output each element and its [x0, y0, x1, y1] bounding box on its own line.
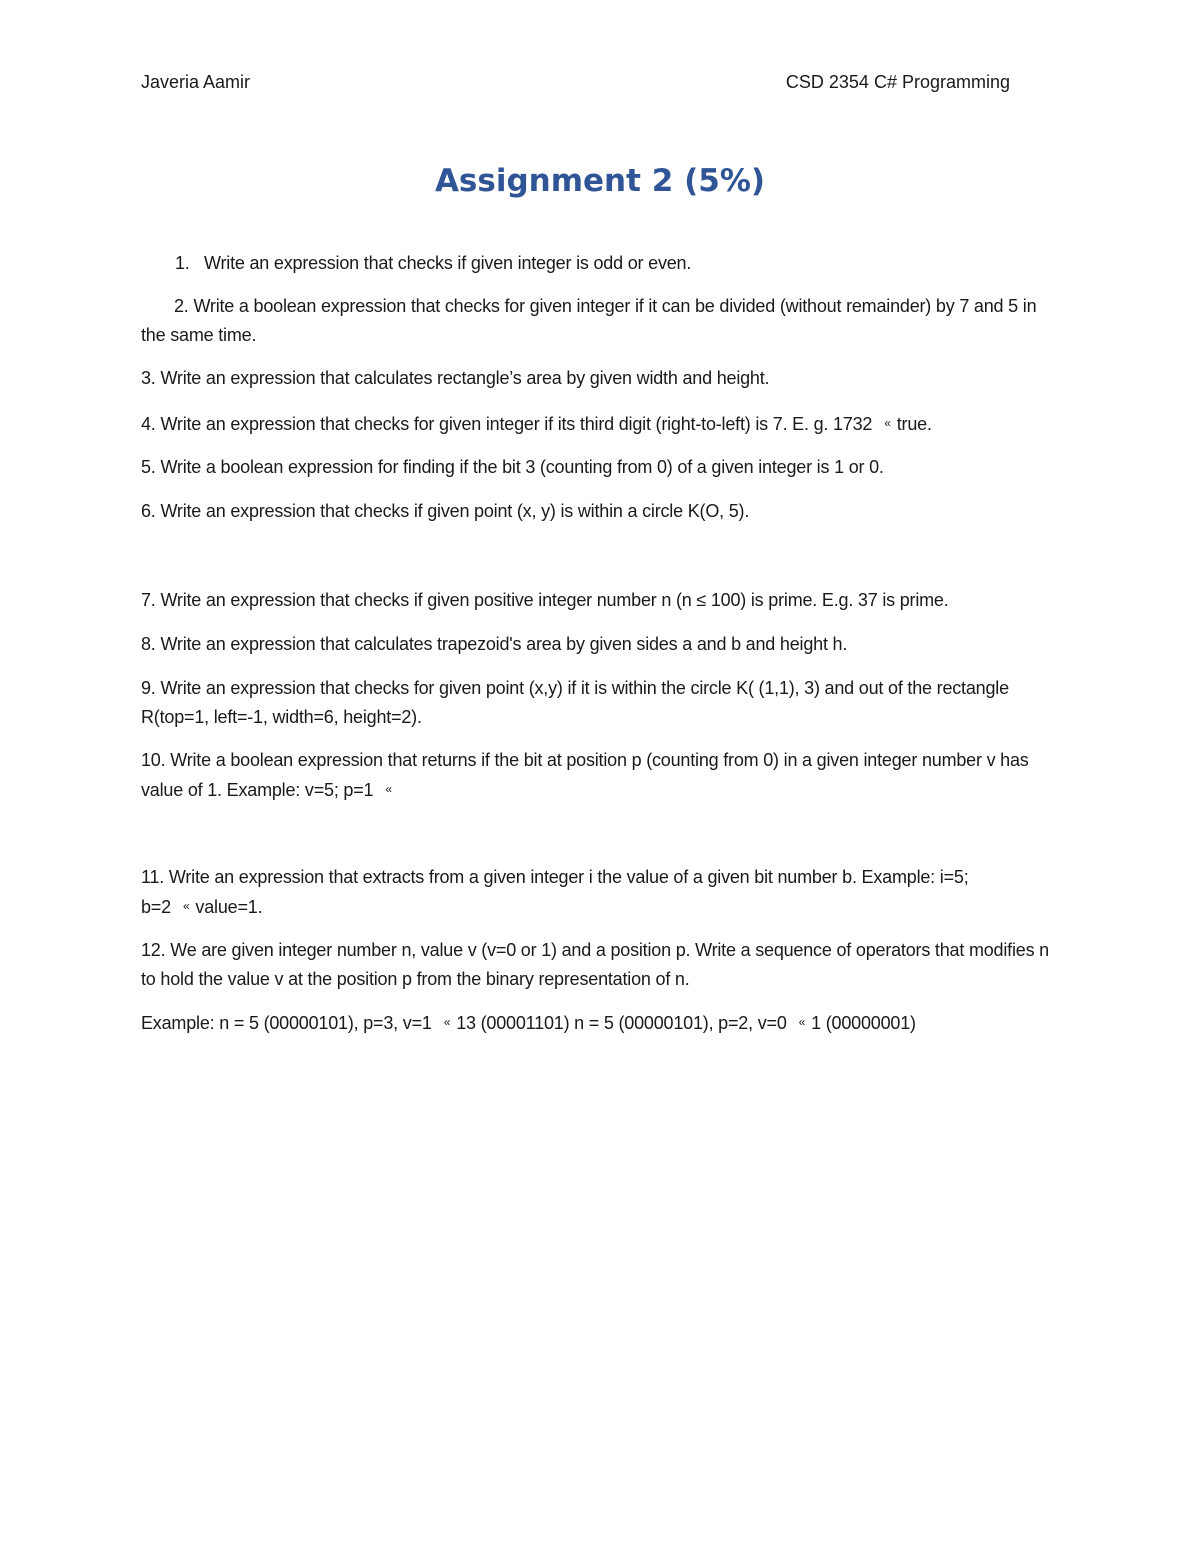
question-number: 2.	[174, 296, 189, 316]
question-12	[141, 936, 1051, 994]
page-header	[141, 72, 1010, 98]
question-number: 1.	[175, 253, 190, 273]
question-text: Write a boolean expression that checks for given integer if it can be divided (without remainder) by 7 and 5 in the same time.	[141, 296, 1037, 345]
arrow-icon: «	[182, 899, 190, 913]
question-2	[141, 292, 1051, 350]
question-text: Write an expression that calculates rectangle’s area by given width and height.	[160, 368, 770, 388]
question-number: 6.	[141, 501, 156, 521]
question-text: Write a boolean expression that returns if the bit at position p (counting from 0) in a given integer number v has value of 1. Example: v=5; p=1	[141, 750, 1029, 800]
question-number: 4.	[141, 414, 156, 434]
arrow-icon: «	[798, 1015, 806, 1029]
question-1	[141, 249, 1051, 278]
question-text: Write an expression that checks if given positive integer number n (n ≤ 100) is prime. E.g. 37 is prime.	[160, 590, 949, 610]
question-5	[141, 453, 1051, 482]
question-tail: value=1.	[195, 897, 263, 917]
assignment-title: Assignment 2 (5%)	[434, 163, 766, 199]
question-text: Write an expression that checks for given integer if its third digit (right-to-left) is 7. E. g. 1732	[160, 414, 873, 434]
question-number: 12.	[141, 940, 166, 960]
arrow-icon: «	[385, 782, 392, 796]
example-part-2: 13 (00001101) n = 5 (00000101), p=2, v=0	[456, 1013, 787, 1033]
course-name: CSD 2354 C# Programming	[785, 72, 1010, 92]
question-6	[141, 497, 1051, 526]
question-text: Write an expression that checks if given integer is odd or even.	[204, 253, 692, 273]
question-4	[141, 409, 1051, 439]
arrow-icon: «	[443, 1015, 451, 1029]
question-text: We are given integer number n, value v (v=0 or 1) and a position p. Write a sequence of operators that modifies n to hold the value v at the position p from the binary representation of n.	[141, 940, 1049, 989]
question-text: Write a boolean expression for finding if the bit 3 (counting from 0) of a given integer is 1 or 0.	[160, 457, 884, 477]
question-11	[141, 863, 1051, 922]
question-12-example	[141, 1008, 1081, 1038]
question-tail: true.	[896, 414, 932, 434]
question-7	[141, 586, 1061, 615]
question-text: Write an expression that extracts from a given integer i the value of a given bit number b. Example: i=5; b=2	[141, 867, 969, 917]
question-number: 11.	[141, 867, 165, 887]
example-part-1: Example: n = 5 (00000101), p=3, v=1	[141, 1013, 432, 1033]
question-9	[141, 674, 1051, 732]
question-number: 7.	[141, 590, 156, 610]
question-8	[141, 630, 1051, 659]
question-text: Write an expression that checks if given point (x, y) is within a circle K(O, 5).	[160, 501, 750, 521]
question-number: 5.	[141, 457, 156, 477]
question-number: 10.	[141, 750, 166, 770]
question-number: 9.	[141, 678, 156, 698]
question-text: Write an expression that calculates trapezoid's area by given sides a and b and height h.	[160, 634, 848, 654]
question-number: 8.	[141, 634, 156, 654]
question-number: 3.	[141, 368, 156, 388]
question-text: Write an expression that checks for given point (x,y) if it is within the circle K( (1,1), 3) and out of the rectangle R(top=1, left=-1, width=6, height=2).	[141, 678, 1009, 727]
question-3	[141, 364, 1051, 393]
arrow-icon: «	[884, 416, 891, 430]
author-name: Javeria Aamir	[141, 72, 251, 92]
question-10	[141, 746, 1051, 805]
example-part-3: 1 (00000001)	[811, 1013, 916, 1033]
